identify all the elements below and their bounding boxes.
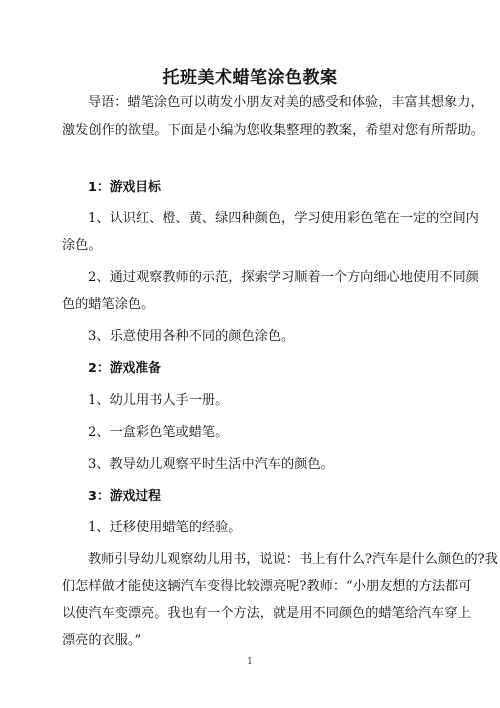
process-para-line-4: 漂亮的衣服。” bbox=[62, 633, 142, 648]
goal-1-line-2: 涂色。 bbox=[62, 238, 102, 253]
goal-3: 3、乐意使用各种不同的颜色涂色。 bbox=[88, 329, 295, 344]
process-para-line-3: 以使汽车变漂亮。我也有一个方法，就是用不同颜色的蜡笔给汽车穿上 bbox=[62, 606, 471, 621]
intro-line-1: 导语：蜡笔涂色可以萌发小朋友对美的感受和体验，丰富其想象力， bbox=[88, 95, 484, 110]
section-heading-goals: 1：游戏目标 bbox=[88, 180, 161, 195]
process-para-line-1: 教师引导幼儿观察幼儿用书，说说：书上有什么?汽车是什么颜色的?我 bbox=[88, 552, 498, 567]
goal-2-line-2: 色的蜡笔涂色。 bbox=[62, 297, 155, 312]
intro-line-2: 激发创作的欲望。下面是小编为您收集整理的教案，希望对您有所帮助。 bbox=[62, 123, 484, 138]
prep-2: 2、一盒彩色笔或蜡笔。 bbox=[88, 425, 229, 440]
process-1: 1、迁移使用蜡笔的经验。 bbox=[88, 520, 242, 535]
prep-3: 3、教导幼儿观察平时生活中汽车的颜色。 bbox=[88, 457, 334, 472]
section-heading-process: 3：游戏过程 bbox=[88, 489, 161, 504]
page-title: 托班美术蜡笔涂色教案 bbox=[162, 68, 338, 88]
section-heading-prep: 2：游戏准备 bbox=[88, 361, 161, 376]
page-number: 1 bbox=[247, 657, 253, 667]
prep-1: 1、幼儿用书人手一册。 bbox=[88, 393, 229, 408]
goal-2-line-1: 2、通过观察教师的示范，探索学习顺着一个方向细心地使用不同颜 bbox=[88, 270, 479, 285]
process-para-line-2: 们怎样做才能使这辆汽车变得比较漂亮呢?教师：“小朋友想的方法都可 bbox=[62, 579, 472, 594]
goal-1-line-1: 1、认识红、橙、黄、绿四种颜色，学习使用彩色笔在一定的空间内 bbox=[88, 211, 479, 226]
